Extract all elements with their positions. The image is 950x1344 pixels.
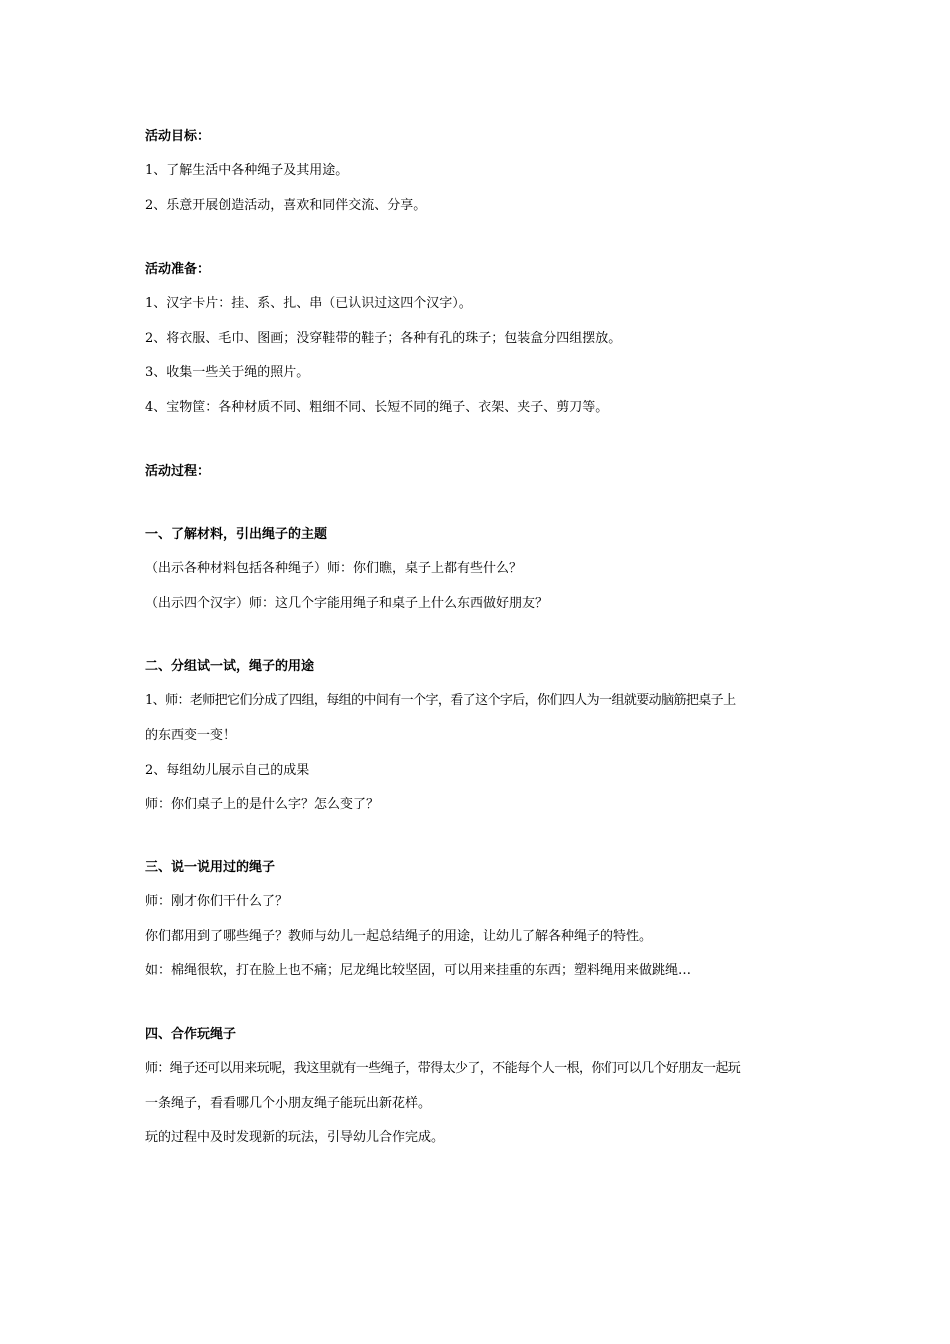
section-line: （出示四个汉字）师：这几个字能用绳子和桌子上什么东西做好朋友？ bbox=[145, 596, 549, 611]
section-line: 师：你们桌子上的是什么字？怎么变了？ bbox=[145, 797, 380, 812]
section-line: 玩的过程中及时发现新的玩法，引导幼儿合作完成。 bbox=[145, 1130, 445, 1145]
section-title: 四、合作玩绳子 bbox=[145, 1027, 237, 1042]
prep-item: 1、汉字卡片：挂、系、扎、串（已认识过这四个汉字）。 bbox=[145, 296, 472, 311]
process-heading: 活动过程： bbox=[145, 464, 211, 479]
section-title: 三、说一说用过的绳子 bbox=[145, 860, 276, 875]
section-line: 的东西变一变！ bbox=[145, 728, 237, 743]
prep-item: 3、收集一些关于绳的照片。 bbox=[145, 365, 310, 380]
prep-item: 4、宝物筐：各种材质不同、粗细不同、长短不同的绳子、衣架、夹子、剪刀等。 bbox=[145, 400, 609, 415]
section-line: （出示各种材料包括各种绳子）师：你们瞧，桌子上都有些什么？ bbox=[145, 561, 523, 576]
prep-item: 2、将衣服、毛巾、图画；没穿鞋带的鞋子；各种有孔的珠子；包装盒分四组摆放。 bbox=[145, 331, 622, 346]
goals-heading: 活动目标： bbox=[145, 129, 211, 144]
section-line: 如：棉绳很软，打在脸上也不痛；尼龙绳比较坚固，可以用来挂重的东西；塑料绳用来做跳绳… bbox=[145, 963, 692, 978]
goal-item: 1、了解生活中各种绳子及其用途。 bbox=[145, 163, 349, 178]
section-line: 你们都用到了哪些绳子？教师与幼儿一起总结绳子的用途，让幼儿了解各种绳子的特性。 bbox=[145, 929, 653, 944]
section-line: 师：刚才你们干什么了？ bbox=[145, 894, 289, 909]
section-line: 一条绳子，看看哪几个小朋友绳子能玩出新花样。 bbox=[145, 1096, 432, 1111]
section-title: 一、了解材料，引出绳子的主题 bbox=[145, 527, 328, 542]
section-line: 2、每组幼儿展示自己的成果 bbox=[145, 763, 310, 778]
section-title: 二、分组试一试，绳子的用途 bbox=[145, 659, 315, 674]
goal-item: 2、乐意开展创造活动，喜欢和同伴交流、分享。 bbox=[145, 198, 427, 213]
prep-heading: 活动准备： bbox=[145, 262, 211, 277]
section-line: 1、师：老师把它们分成了四组，每组的中间有一个字，看了这个字后，你们四人为一组就要动脑筋把桌子上 bbox=[145, 693, 736, 708]
section-line: 师：绳子还可以用来玩呢，我这里就有一些绳子，带得太少了，不能每个人一根，你们可以几个好朋友一起玩 bbox=[145, 1061, 741, 1076]
